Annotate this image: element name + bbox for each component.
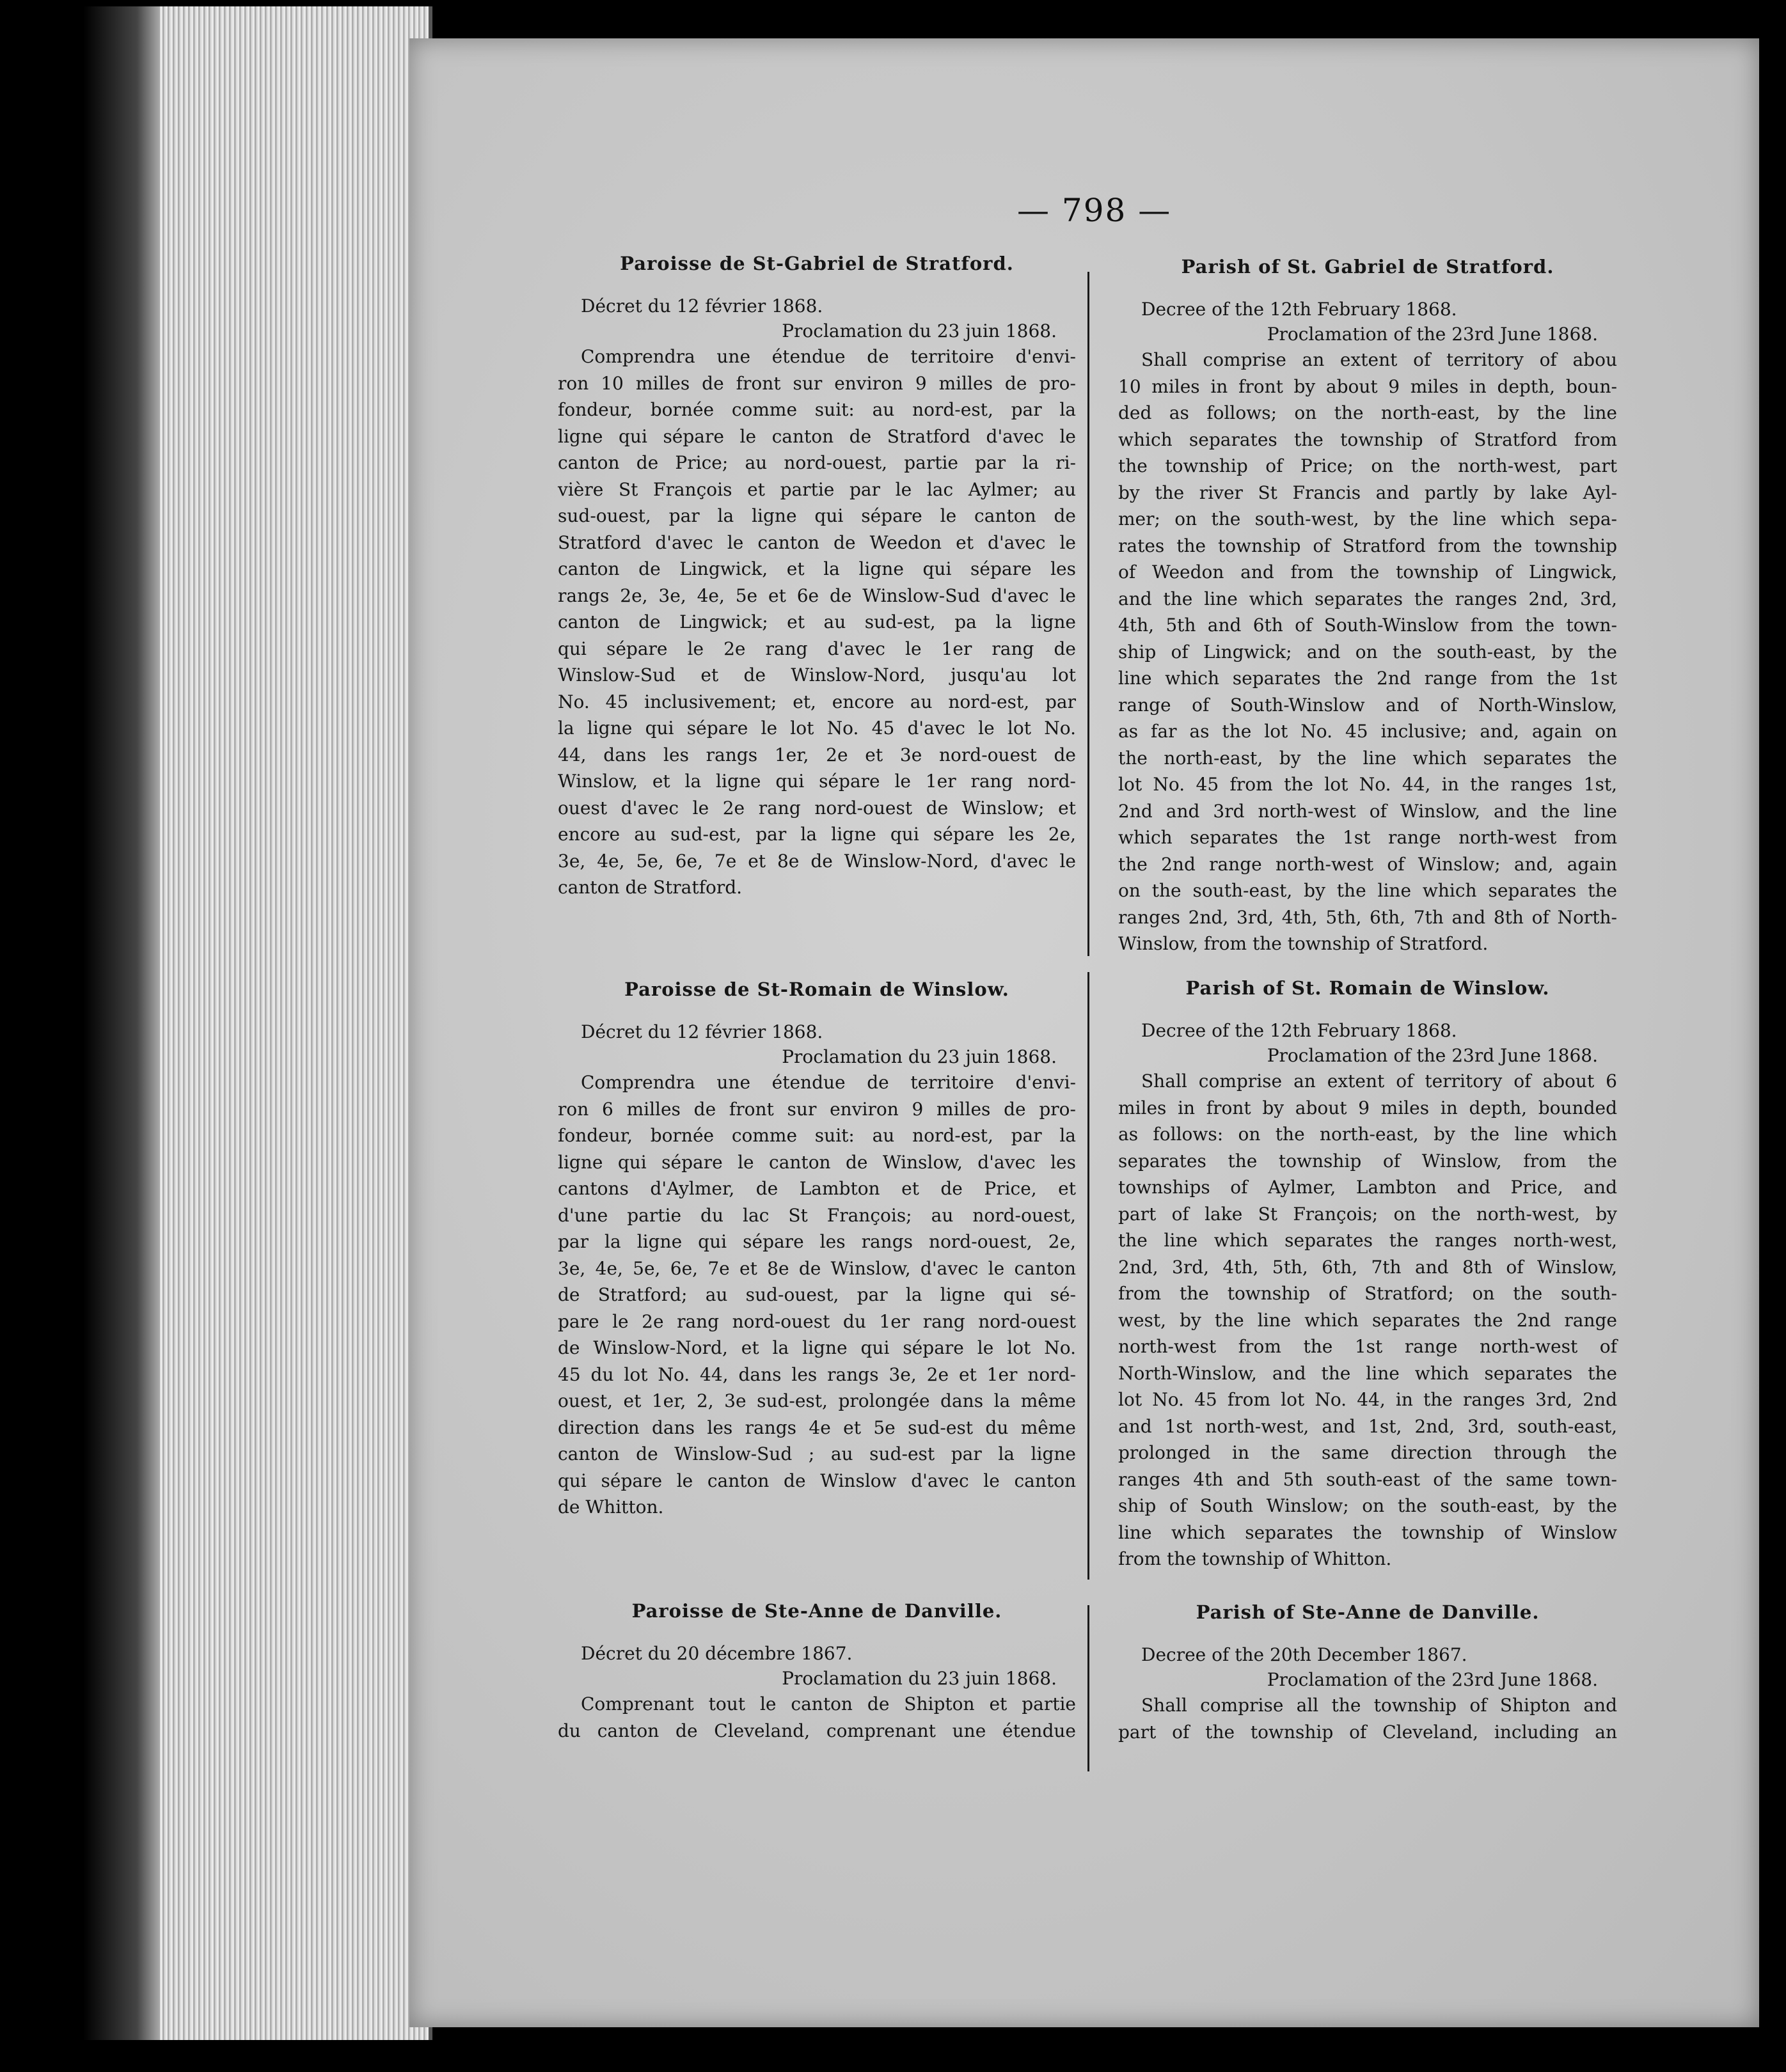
text-line: 3e, 4e, 5e, 6e, 7e et 8e de Winslow, d'avec le canton — [558, 1257, 1076, 1279]
text-line: prolonged in the same direction through the — [1118, 1442, 1617, 1463]
text-line: fondeur, bornée comme suit: au nord-est, par la — [558, 1125, 1076, 1146]
text-line: by the river St Francis and partly by lake Ayl- — [1118, 482, 1617, 503]
text-line: ded as follows; on the north-east, by the line — [1118, 402, 1617, 423]
french-section-st-gabriel — [558, 253, 1076, 901]
text-line: Winslow, from the township of Stratford. — [1118, 933, 1489, 954]
text-line: and the line which separates the ranges 2nd, 3rd, — [1118, 588, 1617, 609]
french-section-ste-anne — [558, 1600, 1076, 1744]
text-line: sud-ouest, par la ligne qui sépare le canton de — [558, 505, 1076, 526]
text-line: the line which separates the ranges north-west, — [1118, 1230, 1617, 1251]
text-line: part of lake St François; on the north-west, by — [1118, 1203, 1617, 1225]
book-page-edges — [160, 6, 432, 2040]
french-section-st-romain — [558, 978, 1076, 1521]
text-line: on the south-east, by the line which separates the — [1118, 880, 1617, 901]
text-line: ranges 2nd, 3rd, 4th, 5th, 6th, 7th and 8th of North- — [1118, 906, 1617, 928]
text-line: 45 du lot No. 44, dans les rangs 3e, 2e et 1er nord- — [558, 1363, 1076, 1385]
english-section-ste-anne — [1118, 1601, 1617, 1745]
column-divider — [1087, 272, 1089, 956]
text-line: ligne qui sépare le canton de Winslow, d'avec les — [558, 1151, 1076, 1173]
text-line: mer; on the south-west, by the line which sepa- — [1118, 508, 1617, 530]
section-heading: Paroisse de St-Gabriel de Stratford. — [620, 253, 1014, 274]
text-line: lot No. 45 from lot No. 44, in the ranges 3rd, 2nd — [1118, 1389, 1617, 1410]
text-line: ron 6 milles de front sur environ 9 milles de pro- — [558, 1098, 1076, 1120]
proclamation-date: Proclamation du 23 juin 1868. — [782, 1046, 1057, 1067]
text-line: qui sépare le 2e rang d'avec le 1er rang de — [558, 638, 1076, 659]
text-line: 4th, 5th and 6th of South-Winslow from the town- — [1118, 615, 1617, 636]
text-line: encore au sud-est, par la ligne qui sépare les 2e, — [558, 824, 1076, 845]
text-line: ouest, et 1er, 2, 3e sud-est, prolongée dans la même — [558, 1390, 1076, 1411]
proclamation-date: Proclamation of the 23rd June 1868. — [1267, 324, 1598, 345]
text-line: direction dans les rangs 4e et 5e sud-est du même — [558, 1417, 1076, 1438]
text-line: Shall comprise all the township of Shipton and — [1141, 1695, 1617, 1716]
section-body — [558, 1691, 1076, 1744]
section-heading: Parish of St. Gabriel de Stratford. — [1181, 256, 1554, 278]
section-heading: Paroisse de Ste-Anne de Danville. — [631, 1600, 1002, 1622]
text-line: 44, dans les rangs 1er, 2e et 3e nord-ouest de — [558, 744, 1076, 765]
text-line: range of South-Winslow and of North-Winslow, — [1118, 694, 1617, 716]
text-line: cantons d'Aylmer, de Lambton et de Price, et — [558, 1178, 1076, 1199]
section-body — [558, 343, 1076, 901]
text-line: the north-east, by the line which separates the — [1118, 747, 1617, 769]
proclamation-date: Proclamation of the 23rd June 1868. — [1267, 1045, 1598, 1066]
text-line: ranges 4th and 5th south-east of the same town- — [1118, 1468, 1617, 1490]
text-line: separates the township of Winslow, from the — [1118, 1150, 1617, 1172]
text-line: line which separates the 2nd range from the 1st — [1118, 668, 1617, 689]
text-line: as far as the lot No. 45 inclusive; and, again on — [1118, 721, 1617, 742]
section-body — [1118, 1068, 1617, 1573]
text-line: du canton de Cleveland, comprenant une étendue — [558, 1720, 1076, 1741]
text-line: from the township of Stratford; on the south- — [1118, 1283, 1617, 1304]
decree-date: Decree of the 12th February 1868. — [1141, 299, 1457, 320]
text-line: 3e, 4e, 5e, 6e, 7e et 8e de Winslow-Nord, d'avec le — [558, 850, 1076, 872]
text-line: 10 miles in front by about 9 miles in depth, boun- — [1118, 375, 1617, 397]
text-line: miles in front by about 9 miles in depth, bounded — [1118, 1097, 1617, 1118]
english-section-st-gabriel — [1118, 256, 1617, 957]
proclamation-date: Proclamation du 23 juin 1868. — [782, 320, 1057, 341]
text-line: which separates the 1st range north-west from — [1118, 827, 1617, 848]
column-divider — [1087, 972, 1089, 1580]
text-line: qui sépare le canton de Winslow d'avec le canton — [558, 1470, 1076, 1491]
page-number: — 798 — — [1017, 192, 1172, 229]
text-line: of Weedon and from the township of Lingwick, — [1118, 561, 1617, 583]
section-heading: Parish of Ste-Anne de Danville. — [1196, 1601, 1540, 1623]
text-line: canton de Price; au nord-ouest, partie par la ri- — [558, 452, 1076, 473]
text-line: west, by the line which separates the 2nd range — [1118, 1309, 1617, 1331]
text-line: de Stratford; au sud-ouest, par la ligne qui sé- — [558, 1284, 1076, 1305]
text-line: la ligne qui sépare le lot No. 45 d'avec le lot No. — [558, 718, 1076, 739]
text-line: de Winslow-Nord, et la ligne qui sépare le lot No. — [558, 1337, 1076, 1358]
text-line: line which separates the township of Winslow — [1118, 1521, 1617, 1543]
text-line: ouest d'avec le 2e rang nord-ouest de Winslow; et — [558, 797, 1076, 819]
section-body — [1118, 347, 1617, 957]
text-line: d'une partie du lac St François; au nord-ouest, — [558, 1204, 1076, 1226]
column-divider — [1087, 1605, 1089, 1771]
text-line: the 2nd range north-west of Winslow; and, again — [1118, 853, 1617, 875]
text-line: north-west from the 1st range north-west of — [1118, 1336, 1617, 1357]
text-line: fondeur, bornée comme suit: au nord-est, par la — [558, 399, 1076, 420]
text-line: canton de Winslow-Sud ; au sud-est par la ligne — [558, 1443, 1076, 1464]
text-line: ligne qui sépare le canton de Stratford d'avec le — [558, 425, 1076, 447]
proclamation-date: Proclamation du 23 juin 1868. — [782, 1668, 1057, 1689]
text-line: rates the township of Stratford from the township — [1118, 535, 1617, 556]
section-body — [558, 1069, 1076, 1521]
text-line: Comprenant tout le canton de Shipton et partie — [581, 1693, 1076, 1715]
decree-date: Décret du 20 décembre 1867. — [581, 1643, 853, 1664]
text-line: ron 10 milles de front sur environ 9 milles de pro- — [558, 372, 1076, 394]
text-line: vière St François et partie par le lac Aylmer; au — [558, 478, 1076, 500]
text-line: de Whitton. — [558, 1496, 664, 1518]
text-line: which separates the township of Stratford from — [1118, 428, 1617, 450]
text-line: and 1st north-west, and 1st, 2nd, 3rd, south-east, — [1118, 1415, 1617, 1437]
decree-date: Decree of the 20th December 1867. — [1141, 1644, 1467, 1665]
section-heading: Parish of St. Romain de Winslow. — [1185, 977, 1550, 999]
proclamation-date: Proclamation of the 23rd June 1868. — [1267, 1669, 1598, 1690]
text-line: Winslow, et la ligne qui sépare le 1er rang nord- — [558, 771, 1076, 792]
text-line: Comprendra une étendue de territoire d'envi- — [581, 346, 1076, 367]
section-body — [1118, 1692, 1617, 1745]
decree-date: Décret du 12 février 1868. — [581, 295, 823, 317]
text-line: Comprendra une étendue de territoire d'envi- — [581, 1072, 1076, 1093]
text-line: ship of South Winslow; on the south-east, by the — [1118, 1495, 1617, 1516]
text-line: townships of Aylmer, Lambton and Price, and — [1118, 1177, 1617, 1198]
text-line: canton de Stratford. — [558, 877, 743, 898]
text-line: canton de Lingwick, et la ligne qui sépare les — [558, 558, 1076, 579]
decree-date: Decree of the 12th February 1868. — [1141, 1020, 1457, 1041]
text-line: ship of Lingwick; and on the south-east, by the — [1118, 641, 1617, 663]
text-line: Winslow-Sud et de Winslow-Nord, jusqu'au lot — [558, 664, 1076, 686]
text-line: 2nd, 3rd, 4th, 5th, 6th, 7th and 8th of Winslow, — [1118, 1256, 1617, 1278]
text-line: Shall comprise an extent of territory of abou — [1141, 349, 1617, 370]
text-line: pare le 2e rang nord-ouest du 1er rang nord-ouest — [558, 1310, 1076, 1332]
text-line: as follows: on the north-east, by the line which — [1118, 1124, 1617, 1145]
text-line: North-Winslow, and the line which separates the — [1118, 1362, 1617, 1384]
text-line: Stratford d'avec le canton de Weedon et d'avec le — [558, 531, 1076, 553]
english-section-st-romain — [1118, 977, 1617, 1573]
text-line: the township of Price; on the north-west, part — [1118, 455, 1617, 476]
text-line: lot No. 45 from the lot No. 44, in the ranges 1st, — [1118, 774, 1617, 795]
text-line: par la ligne qui sépare les rangs nord-ouest, 2e, — [558, 1231, 1076, 1252]
text-line: canton de Lingwick; et au sud-est, pa la ligne — [558, 611, 1076, 632]
text-line: No. 45 inclusivement; et, encore au nord-est, par — [558, 691, 1076, 712]
decree-date: Décret du 12 février 1868. — [581, 1021, 823, 1042]
text-line: Shall comprise an extent of territory of about 6 — [1141, 1071, 1617, 1092]
text-line: part of the township of Cleveland, including an — [1118, 1721, 1617, 1743]
section-heading: Paroisse de St-Romain de Winslow. — [624, 978, 1009, 1000]
text-line: from the township of Whitton. — [1118, 1548, 1392, 1569]
text-line: 2nd and 3rd north-west of Winslow, and the line — [1118, 800, 1617, 822]
text-line: rangs 2e, 3e, 4e, 5e et 6e de Winslow-Sud d'avec le — [558, 585, 1076, 606]
